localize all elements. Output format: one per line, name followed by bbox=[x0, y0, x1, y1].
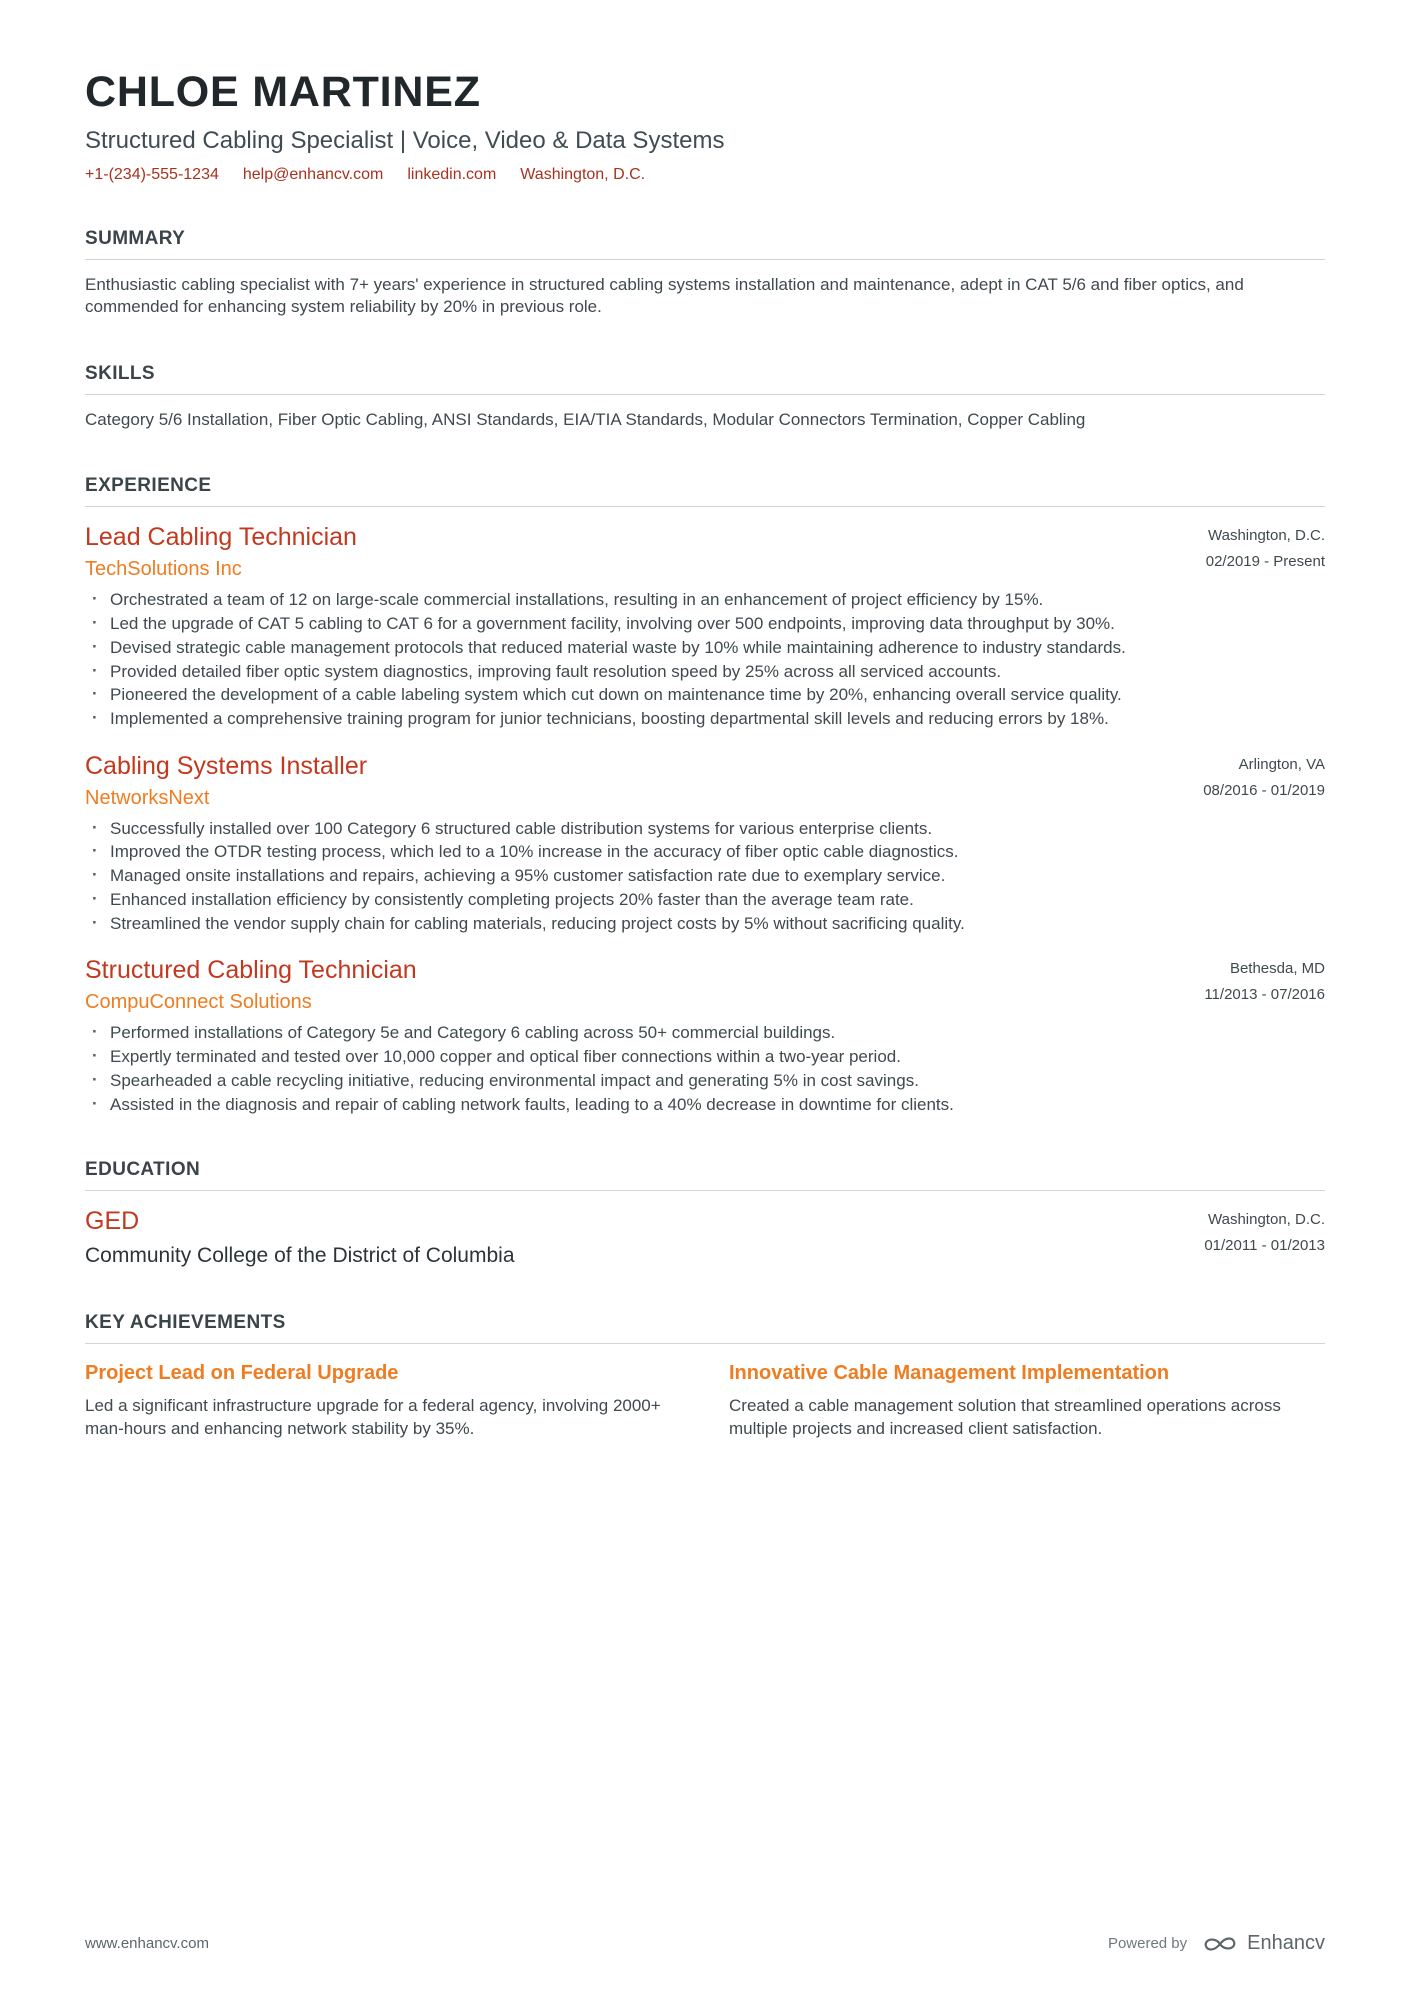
job-bullet: · Expertly terminated and tested over 10,000 copper and optical fiber connections within a two-year period. bbox=[85, 1047, 1325, 1068]
achievement-text: Led a significant infrastructure upgrade for a federal agency, involving 2000+ man-hours and enhancing network stability by 35%. bbox=[85, 1396, 661, 1438]
candidate-name: CHLOE MARTINEZ bbox=[85, 68, 481, 116]
powered-by-label: Powered by bbox=[1107, 1935, 1188, 1952]
job-bullet: · Managed onsite installations and repairs, achieving a 95% customer satisfaction rate due to exemplary service. bbox=[85, 866, 1325, 887]
summary-section bbox=[85, 228, 1325, 319]
experience-entry-left bbox=[85, 956, 417, 1014]
experience-entry bbox=[85, 956, 1325, 1115]
education-location: Washington, D.C. bbox=[1208, 1211, 1325, 1229]
job-bullet: · Assisted in the diagnosis and repair of cabling network faults, leading to a 40% decrease in downtime for clients. bbox=[85, 1095, 1325, 1116]
job-dates: 02/2019 - Present bbox=[1205, 553, 1325, 571]
page-footer bbox=[85, 1892, 1325, 1955]
education-entry-left bbox=[85, 1207, 515, 1268]
experience-entry-meta bbox=[1203, 752, 1325, 799]
experience-entry-header bbox=[85, 956, 1325, 1014]
skills-text: Category 5/6 Installation, Fiber Optic Cabling, ANSI Standards, EIA/TIA Standards, Modular Connectors Termination, Copper Cabling bbox=[85, 409, 1086, 429]
achievement-item bbox=[85, 1362, 681, 1440]
skills-heading: SKILLS bbox=[85, 363, 1325, 395]
achievements-section bbox=[85, 1312, 1325, 1440]
job-title: Cabling Systems Installer bbox=[85, 751, 368, 780]
experience-heading: EXPERIENCE bbox=[85, 475, 1325, 507]
experience-entry-left bbox=[85, 752, 367, 810]
achievement-text: Created a cable management solution that streamlined operations across multiple projects and increased client satisfaction. bbox=[729, 1396, 1281, 1438]
candidate-title: Structured Cabling Specialist | Voice, Video & Data Systems bbox=[85, 127, 725, 154]
education-entry bbox=[85, 1207, 1325, 1268]
footer-brand bbox=[1108, 1932, 1325, 1955]
education-entry-meta bbox=[1204, 1207, 1325, 1254]
job-bullet: · Orchestrated a team of 12 on large-scale commercial installations, resulting in an enhancement of project efficiency by 15%. bbox=[85, 590, 1325, 611]
job-bullet: · Successfully installed over 100 Category 6 structured cable distribution systems for various enterprise clients. bbox=[85, 819, 1325, 840]
experience-entry-header bbox=[85, 523, 1325, 581]
school-name: Community College of the District of Columbia bbox=[85, 1244, 515, 1268]
experience-entry-meta bbox=[1206, 523, 1325, 570]
experience-entry bbox=[85, 752, 1325, 935]
job-location: Arlington, VA bbox=[1238, 755, 1325, 773]
job-bullet: · Pioneered the development of a cable labeling system which cut down on maintenance time by 20%, enhancing overall service quality. bbox=[85, 685, 1325, 706]
job-bullet: · Improved the OTDR testing process, which led to a 10% increase in the accuracy of fiber optic cable diagnostics. bbox=[85, 842, 1325, 863]
experience-entry-header bbox=[85, 752, 1325, 810]
job-bullet-list bbox=[85, 819, 1325, 935]
achievements-grid bbox=[85, 1362, 1325, 1440]
experience-entry-meta bbox=[1204, 956, 1325, 1003]
education-dates: 01/2011 - 01/2013 bbox=[1204, 1237, 1325, 1255]
job-bullet: · Provided detailed fiber optic system diagnostics, improving fault resolution speed by 25% across all serviced accounts. bbox=[85, 662, 1325, 683]
experience-entry-left bbox=[85, 523, 357, 581]
experience-entry bbox=[85, 523, 1325, 729]
summary-heading: SUMMARY bbox=[85, 228, 1325, 260]
job-bullet: · Enhanced installation efficiency by consistently completing projects 20% faster than the average team rate. bbox=[85, 890, 1325, 911]
education-entry-header bbox=[85, 1207, 1325, 1268]
degree-name: GED bbox=[85, 1207, 140, 1236]
summary-text: Enthusiastic cabling specialist with 7+ years' experience in structured cabling systems installation and maintenance, adept in CAT 5/6 and fiber optics, and commended for enhancing system reliability by 20% in previous role. bbox=[85, 275, 1244, 317]
skills-section bbox=[85, 363, 1325, 431]
job-bullet: · Led the upgrade of CAT 5 cabling to CAT 6 for a government facility, involving over 500 endpoints, improving data throughput by 30%. bbox=[85, 614, 1325, 635]
job-bullet: · Devised strategic cable management protocols that reduced material waste by 10% while maintaining adherence to industry standards. bbox=[85, 638, 1325, 659]
enhancv-infinity-icon bbox=[1201, 1934, 1239, 1954]
job-bullet-list bbox=[85, 1023, 1325, 1115]
achievement-title: Project Lead on Federal Upgrade bbox=[85, 1362, 399, 1385]
job-bullet: · Performed installations of Category 5e and Category 6 cabling across 50+ commercial buildings. bbox=[85, 1023, 1325, 1044]
company-name: NetworksNext bbox=[85, 786, 210, 809]
email-link[interactable]: help@enhancv.com bbox=[242, 166, 384, 183]
company-name: CompuConnect Solutions bbox=[85, 991, 312, 1014]
job-location: Washington, D.C. bbox=[1208, 527, 1325, 545]
job-location: Bethesda, MD bbox=[1229, 960, 1325, 978]
contact-row bbox=[85, 166, 1325, 184]
enhancv-brand-link[interactable] bbox=[1201, 1932, 1325, 1955]
education-heading: EDUCATION bbox=[85, 1159, 1325, 1191]
job-bullet: · Implemented a comprehensive training program for junior technicians, boosting departmental skill levels and reducing errors by 18%. bbox=[85, 709, 1325, 730]
achievement-item bbox=[729, 1362, 1325, 1440]
company-name: TechSolutions Inc bbox=[85, 558, 242, 581]
achievement-title: Innovative Cable Management Implementation bbox=[729, 1362, 1170, 1385]
job-bullet: · Spearheaded a cable recycling initiative, reducing environmental impact and generating 5% in cost savings. bbox=[85, 1071, 1325, 1092]
resume-header bbox=[85, 68, 1325, 184]
education-section bbox=[85, 1159, 1325, 1268]
enhancv-wordmark: Enhancv bbox=[1247, 1932, 1325, 1954]
job-bullet: · Streamlined the vendor supply chain for cabling materials, reducing project costs by 5% without sacrificing quality. bbox=[85, 914, 1325, 935]
enhancv-site-link[interactable]: www.enhancv.com bbox=[85, 1935, 209, 1952]
job-dates: 11/2013 - 07/2016 bbox=[1204, 986, 1325, 1004]
achievements-heading: KEY ACHIEVEMENTS bbox=[85, 1312, 1325, 1344]
experience-section bbox=[85, 475, 1325, 1115]
job-dates: 08/2016 - 01/2019 bbox=[1203, 781, 1325, 799]
job-title: Lead Cabling Technician bbox=[85, 523, 357, 552]
phone-link[interactable]: +1-(234)-555-1234 bbox=[85, 166, 219, 183]
job-title: Structured Cabling Technician bbox=[85, 956, 417, 985]
linkedin-link[interactable]: linkedin.com bbox=[407, 166, 497, 183]
job-bullet-list bbox=[85, 590, 1325, 729]
location-text: Washington, D.C. bbox=[520, 166, 646, 183]
